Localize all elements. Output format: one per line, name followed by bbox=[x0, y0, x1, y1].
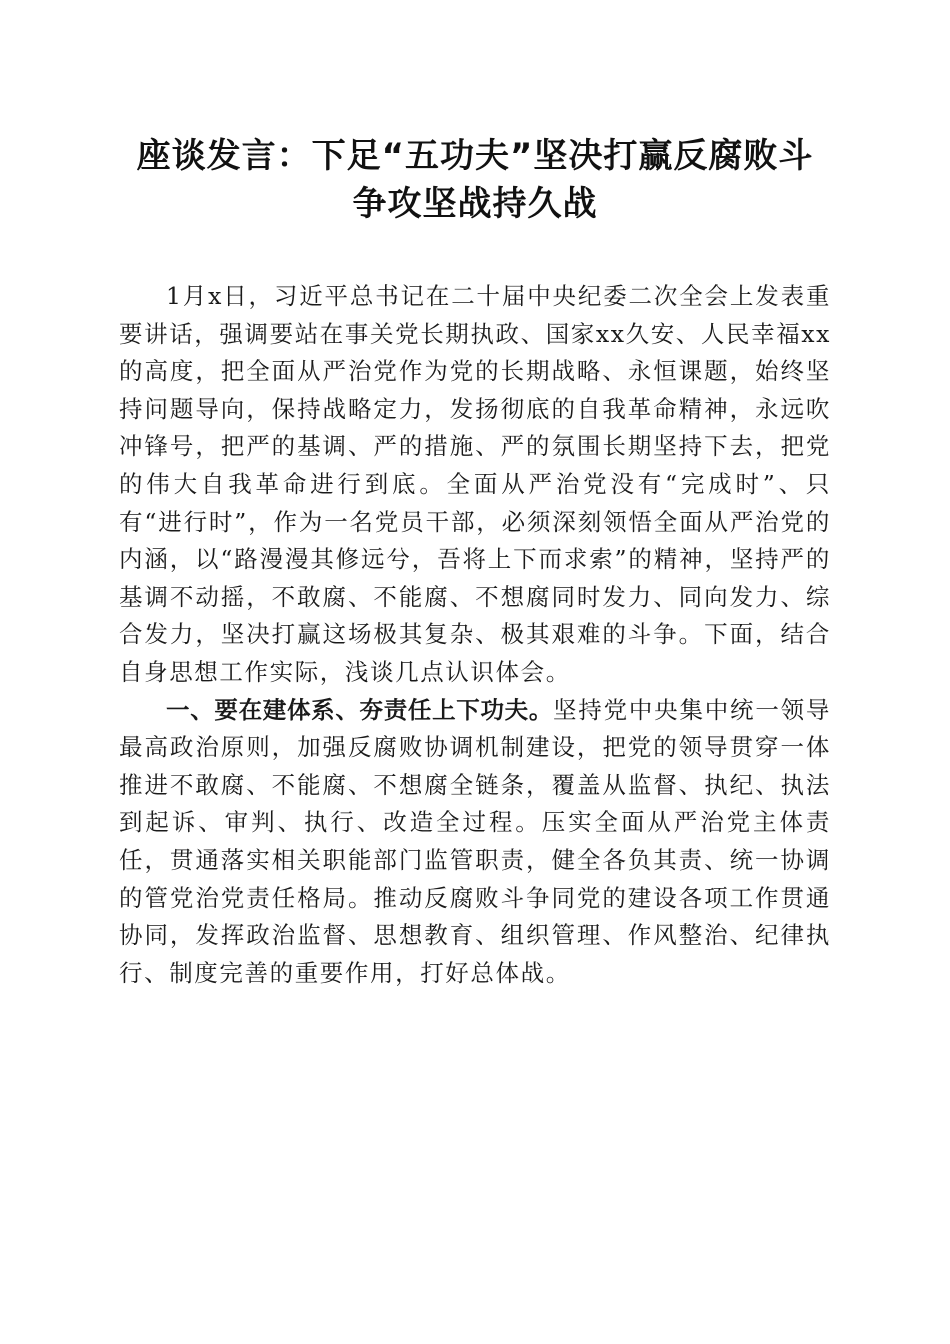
section-1-heading: 一、要在建体系、夯责任上下功夫。 bbox=[166, 695, 554, 724]
document-title bbox=[100, 132, 850, 228]
title-line-1: 座谈发言：下足“五功夫”坚决打赢反腐败斗 bbox=[136, 136, 814, 176]
title-line-2: 争攻坚战持久战 bbox=[352, 184, 598, 224]
section-1-paragraph bbox=[119, 692, 831, 993]
document-body bbox=[119, 278, 831, 992]
intro-paragraph: 1月x日，习近平总书记在二十届中央纪委二次全会上发表重要讲话，强调要站在事关党长期执政、国家xx久安、人民幸福xx的高度，把全面从严治党作为党的长期战略、永恒课题，始终坚持问题导向，保持战略定力，发扬彻底的自我革命精神，永远吹冲锋号，把严的基调、严的措施、严的氛围长期坚持下去，把党的伟大自我革命进行到底。全面从严治党没有“完成时”、只有“进行时”，作为一名党员干部，必须深刻领悟全面从严治党的内涵，以“路漫漫其修远兮，吾将上下而求索”的精神，坚持严的基调不动摇，不敢腐、不能腐、不想腐同时发力、同向发力、综合发力，坚决打赢这场极其复杂、极其艰难的斗争。下面，结合自身思想工作实际，浅谈几点认识体会。 bbox=[119, 282, 832, 686]
section-1-text: 坚持党中央集中统一领导最高政治原则，加强反腐败协调机制建设，把党的领导贯穿一体推进不敢腐、不能腐、不想腐全链条，覆盖从监督、执纪、执法到起诉、审判、执行、改造全过程。压实全面从严治党主体责任，贯通落实相关职能部门监管职责，健全各负其责、统一协调的管党治党责任格局。推动反腐败斗争同党的建设各项工作贯通协同，发挥政治监督、思想教育、组织管理、作风整治、纪律执行、制度完善的重要作用，打好总体战。 bbox=[119, 695, 831, 987]
